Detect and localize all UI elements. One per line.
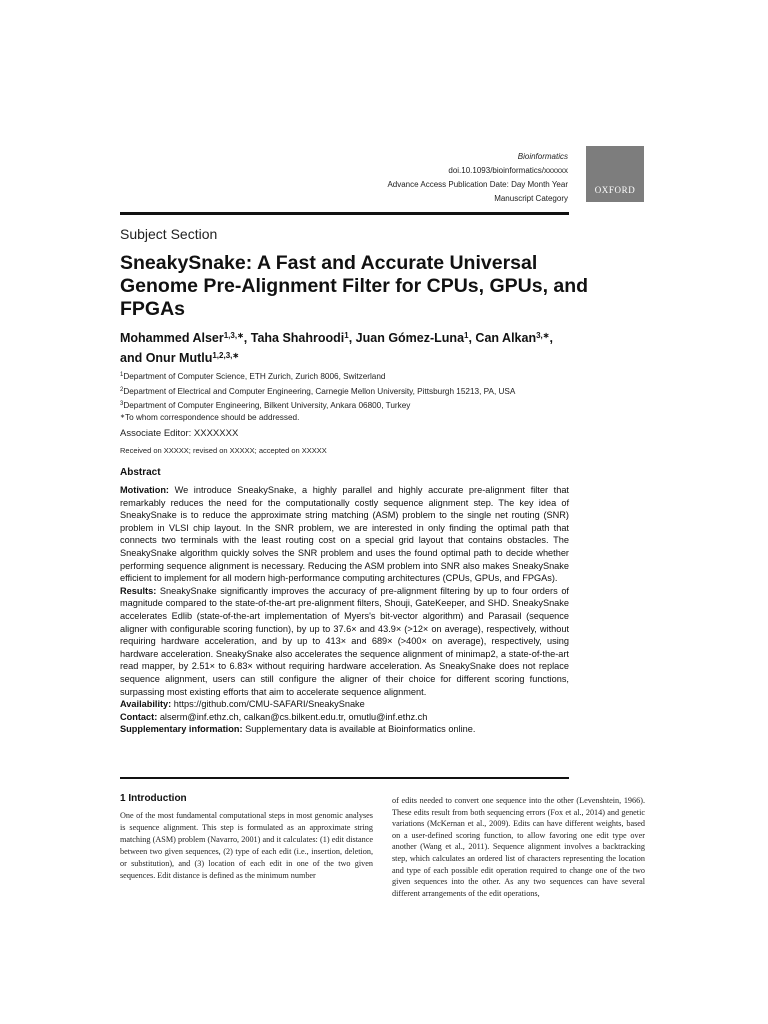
- abstract-results: Results: SneakySnake significantly improves the accuracy of pre-alignment filtering by up to four orders of magnitude compared to the state-of-the-art pre-alignment filters, Shouji, GateKeeper, and SHD. SneakySnake accelerates Edlib (state-of-the-art implementation of Myers's bit-vector algorithm) and Parasail (sequence aligner with configurable scoring function), by up to 37.6× and 43.9× (>12× on average), respectively, without requiring hardware acceleration, and by up to 413× and 689× (>400× on average), respectively, using hardware acceleration. SneakySnake also accelerates the sequence alignment of minimap2, a state-of-the-art read mapper, by 2.51× to 6.83× without requiring hardware acceleration. As SneakySnake does not replace sequence alignment, users can still configure the aligner of their choice for different scoring functions, surpassing most existing efforts that aim to accelerate sequence alignment.: [120, 585, 569, 697]
- introduction-heading: 1 Introduction: [120, 793, 187, 804]
- paper-title: SneakySnake: A Fast and Accurate Universal Genome Pre-Alignment Filter for CPUs, GPUs, and FPGAs: [120, 252, 589, 320]
- affiliations: [120, 369, 580, 413]
- associate-editor: Associate Editor: XXXXXXX: [120, 428, 239, 439]
- affiliation: $^3$Department of Computer Engineering, Bilkent University, Ankara 06800, Turkey: [120, 401, 411, 410]
- abstract-motivation: Motivation: We introduce SneakySnake, a highly parallel and highly accurate pre-alignment filter that remarkably reduces the need for the computationally costly sequence alignment step. The key idea of SneakySnake is to reduce the approximate string matching (ASM) problem to the single net routing (SNR) problem in VLSI chip layout. In the SNR problem, we are interested in only finding the optimal path that connects two terminals with the least routing cost on a special grid layout that contains obstacles. The SneakySnake algorithm quickly solves the SNR problem and uses the found optimal path to decide whether performing sequence alignment is necessary. Reducing the ASM problem into SNR also makes SneakySnake efficient to implement for all modern high-performance computing architectures (CPUs, GPUs, and FPGAs).: [120, 485, 569, 584]
- doi[interactable]: doi.10.1093/bioinformatics/xxxxxx: [448, 166, 568, 175]
- correspondence-note: ∗To whom correspondence should be addressed.: [120, 413, 300, 422]
- introduction-right-column: of edits needed to convert one sequence into the other (Levenshtein, 1966). These edits result from both sequencing errors (Fox et al., 2014) and genetic variations (McKernan et al., 2009). Edits can have different weights, based on a user-defined scoring function, to allow favoring one edit type over another (Wang et al., 2011). Sequence alignment involves a backtracking step, which calculates an ordered list of characters representing the location and type of each possible edit operation required to change one of the two given sequences into the other. As any two sequences can have several different arrangements of the edit operations,: [392, 796, 645, 898]
- abstract-availability: Availability: https://github.com/CMU-SAFARI/SneakySnake: [120, 699, 365, 710]
- abstract-body: [120, 484, 569, 736]
- oxford-logo-text: OXFORD: [594, 185, 636, 195]
- abstract-heading: Abstract: [120, 467, 161, 478]
- abstract-rule: [120, 777, 569, 779]
- access-date: Advance Access Publication Date: Day Month Year: [387, 180, 568, 189]
- abstract-contact: Contact: alserm@inf.ethz.ch, calkan@cs.bilkent.edu.tr, omutlu@inf.ethz.ch: [120, 711, 428, 722]
- journal-info: [268, 150, 568, 206]
- affiliation: $^1$Department of Computer Science, ETH Zurich, Zurich 8006, Switzerland: [120, 372, 386, 381]
- author: Can Alkan$^{3,∗}$,: [475, 331, 553, 345]
- author: Taha Shahroodi$^1$,: [250, 331, 356, 345]
- author: Juan Gómez-Luna$^1$,: [355, 331, 476, 345]
- author-list: [120, 327, 590, 367]
- introduction-left-column: One of the most fundamental computational steps in most genomic analyses is sequence alignment. This step is formulated as an approximate string matching (ASM) problem (Navarro, 2001) and it calculates: (1) edit distance between two given sequences, (2) type of each edit (i.e., insertion, deletion, or substitution), and (3) location of each edit in one of the two given sequences. Edit distance is defined as the minimum number: [120, 811, 373, 881]
- oxford-logo: [586, 146, 644, 202]
- section-label: Subject Section: [120, 226, 218, 242]
- affiliation: $^2$Department of Electrical and Computer Engineering, Carnegie Mellon University, Pittsburgh 15213, PA, USA: [120, 386, 516, 396]
- abstract-supplementary: Supplementary information: Supplementary data is available at Bioinformatics online.: [120, 724, 476, 735]
- received-dates: Received on XXXXX; revised on XXXXX; accepted on XXXXX: [120, 446, 327, 455]
- header-rule: [120, 212, 569, 215]
- author: Mohammed Alser$^{1,3,∗}$,: [120, 331, 251, 345]
- repo-link[interactable]: https://github.com/CMU-SAFARI/SneakySnake: [171, 699, 365, 710]
- journal-name: Bioinformatics: [517, 152, 568, 161]
- manuscript-category: Manuscript Category: [494, 194, 568, 203]
- author: and Onur Mutlu$^{1,2,3,∗}$: [120, 351, 240, 365]
- contact-emails[interactable]: alserm@inf.ethz.ch, calkan@cs.bilkent.edu.tr, omutlu@inf.ethz.ch: [157, 711, 428, 722]
